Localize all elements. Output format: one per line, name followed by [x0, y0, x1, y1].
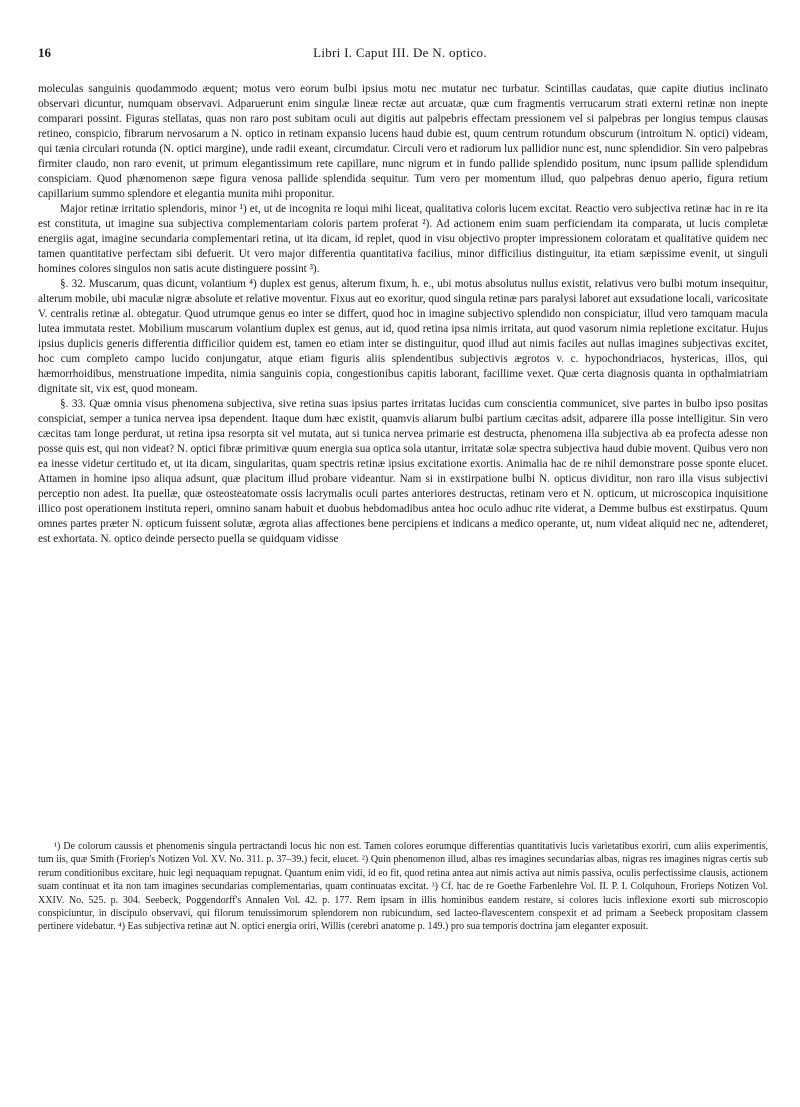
paragraph: moleculas sanguinis quodammodo æquent; motus vero eorum bulbi ipsius motu nec mutatur nec turbatur. Scintillas caudatas, quæ capite diutius inclinato observari dicuntur, numquam observavi. Adparuerunt enim singulæ lineæ rectæ aut arcuatæ, quæ cum fragmentis verrucarum strati externi retinæ non inepte comparari possint. Figuras stellatas, quas non raro post subitam oculi aut digitis aut palpebris effectam pressionem vel si palpebras per longius tempus clausas retineo, conspicio, fibrarum nervosarum a N. optico in retinam expansio lucens haud dubie est, quum centrum rotundum obscurum (introitum N. optici) videam, qui tænia circulari rotunda (N. optici margine), unde radii exeant, circumdatur. Circuli vero et radiorum lux pallidior nunc est, nunc splendidior. Sin vero palpebras firmiter claudo, non raro evenit, ut primum elegantissimum rete capillare, nunc nigrum et in fundo pallide splendido positum, nunc ipsum pallide splendidum conspiciam. Quod phænomenon sæpe figura venosa pallide splendida sequitur. Tum vero per momentum illud, quo palpebras denuo aperio, figura retium capillarium summo splendore et elegantia munita mihi proponitur. [38, 83, 768, 200]
main-text [38, 82, 768, 547]
paragraph-section-33: §. 33. Quæ omnia visus phenomena subjectiva, sive retina suas ipsius partes irritatas lucidas cum conscientia communicet, sive partes in bulbo ipso positas conspiciat, semper a tunica nervea ipsa dependent. Itaque dum hæc existit, quamvis aliarum bulbi partium cæcitas adsit, adparere illa posse intelligitur. Sin vero cæcitas tam longe perdurat, ut retina ipsa resorpta sit vel mutata, aut si tunica nervea primarie est destructa, phenomena illa subjectiva ab ea profecta adesse non posse quis est, qui non videat? N. optici fibræ primitivæ quum energia sua optica sola utantur, irritatæ solæ spectra subjectiva haud dubie movent. Quibus vero non ea inesse videtur certitudo et, ut ita dicam, singularitas, quam spectris retinæ ipsius excitatione exortis. Animalia hac de re nihil demonstrare posse sponte elucet. Attamen in homine ipso aliqua adsunt, quæ placitum illud probare videantur. Nam si in exstirpatione bulbi N. opticus dividitur, non raro illa visus subjectivi perceptio non adest. Ita puellæ, quæ osteosteatomate ossis lacrymalis oculi partes anteriores destructas, retinam vero et N. opticum, ut microscopica inquisitione illico post operationem instituta reperi, omnino sanam habuit et duobus hebdomadibus antea hoc oculo adhuc rite viderat, a Demme bulbus est exstirpatus. Quum omnes partes præter N. opticum fuissent solutæ, ægrota alias affectiones bene percipiens et indicans a medico operante, ut, num videat aliquid nec ne, adtenderet, est exhortata. N. optico deinde persecto puella se quidquam vidisse [38, 398, 768, 545]
running-title: Libri I. Caput III. De N. optico. [313, 45, 487, 60]
footnote-block: ¹) De colorum caussis et phenomenis singula pertractandi locus hic non est. Tamen colores eorumque differentias quantitativis lucis varietatibus exoriri, cum aliis experimentis, tum iis, quæ Smith (Froriep's Notizen Vol. XV. No. 311. p. 37–39.) fecit, elucet. ²) Quin phenomenon illud, albas res imagines secundarias albas, nigras res imagines nigras certis sub rerum conditionibus excitare, huic legi nequaquam repugnat. Quantum enim vidi, id eo fit, quod retina antea aut nimis activa aut nimis passiva, oculis perfectissime clausis, actionem suam continuat et ita non tam imagines secundarias complementarias, quam continuatas excitat. ³) Cf. hac de re Goethe Farbenlehre Vol. II. P. I. Colquhoun, Frorieps Notizen Vol. XXIV. No. 525. p. 304. Seebeck, Poggendorff's Annalen Vol. 42. p. 177. Rem ipsam in illis hominibus eandem restare, si colores lucis inflexione exorti sub microscopio conspiciuntur, in discipulo observavi, qui filorum tenuissimorum splendorem non rubicundum, sed lacteo-flavescentem conspexit et ad primam a Seebeck propositam classem pertinere videbatur. ⁴) Eas subjectiva retinæ aut N. optici energia oriri, Willis (cerebri anatome p. 149.) pro sua temporis doctrina jam eleganter exposuit. [38, 841, 768, 933]
page-number: 16 [38, 45, 51, 60]
page-header [38, 45, 762, 65]
paragraph: Major retinæ irritatio splendoris, minor ¹) et, ut de incognita re loqui mihi liceat, qualitativa coloris lucem excitat. Reactio vero subjectiva retinæ hac in re ita est constituta, ut imagine sua subjectiva complementariam coloris partem proferat ²). Ad actionem enim suam perficiendam ita comparata, ut lucis completæ energiis agat, imagine secundaria complementari retina, ut ita dicam, id replet, quod in visu objectivo propter impressionem coloratam et qualitative quidem nec tamen quantitative perfectam sibi defuerit. Ut vero major differentia quantitativa facilius, minor difficilius distinguitur, ita etiam sæpissime evenit, ut singuli homines colores singulos non satis acute distinguere possint ³). [38, 203, 768, 275]
paragraph-section-32: §. 32. Muscarum, quas dicunt, volantium ⁴) duplex est genus, alterum fixum, h. e., ubi motus absolutus nullus existit, relativus vero bulbi motum insequitur, alterum mobile, ubi maculæ nigræ absolute et relative moventur. Fixus aut eo exoritur, quod singula retinæ pars paralysi laboret aut exsudatione locali, varicositate V. centralis retinæ al. obtegatur. Quod utrumque genus eo inter se differt, quod hoc in imagine subjectivo splendido non conspiciatur, illud vero tamquam macula lutea immutata restet. Mobilium muscarum volantium duplex est genus, aut id, quod retina ipsa nimis irritata, aut quod vasorum nimia repletione excitatur. Hujus ipsius duplicis generis differentia difficilior quidem est, tamen eo etiam inter se distinguitur, quod illud aut nimis faciles aut nullas imagines subjectivas excitet, hoc cum completo campo lucido conjungatur, atque etiam figuris aliis splendentibus subjectivis ægrotos v. c. hypochondriacos, hystericas, illos, qui hæmorrhoidibus, menstruatione impedita, nimia sanguinis copia, congestionibus capitis laborant, facillime vexet. Quæ certa diagnosis quanta in opthalmiatriam dignitate sit, vix est, quod moneam. [38, 278, 768, 395]
footnotes [38, 840, 768, 934]
